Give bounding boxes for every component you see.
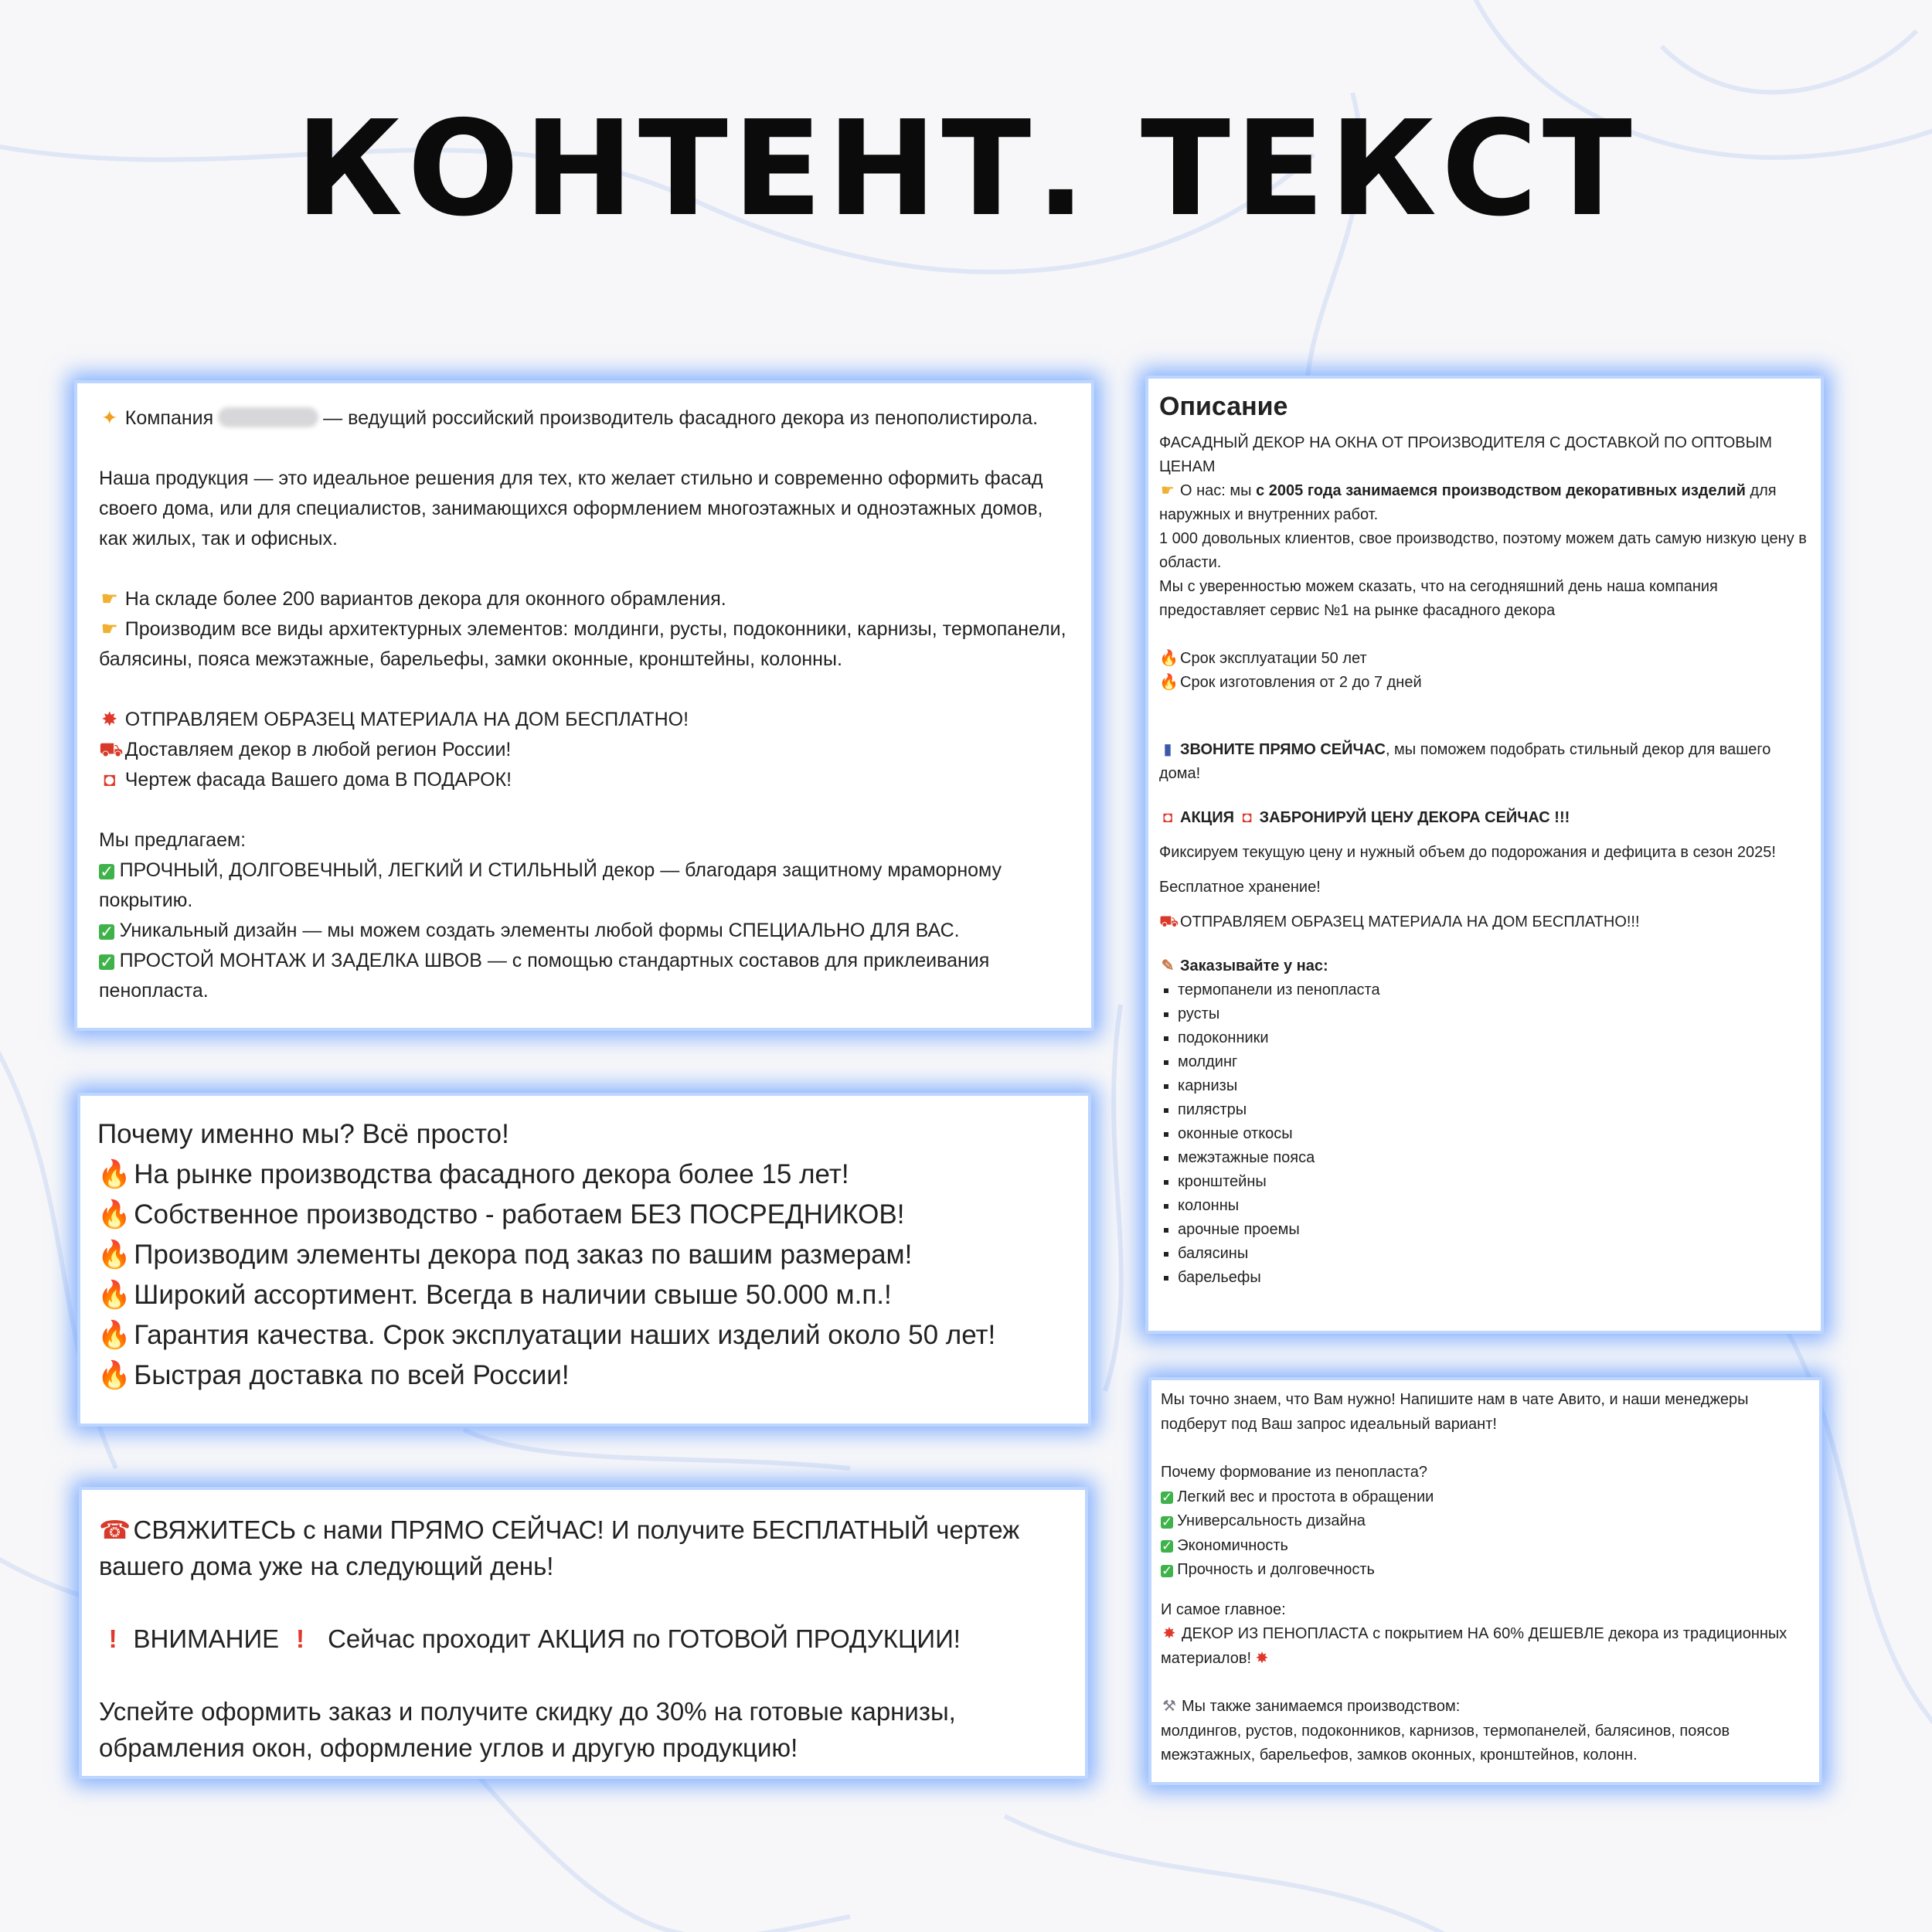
- sample-line: ⛟ОТПРАВЛЯЕМ ОБРАЗЕЦ МАТЕРИАЛА НА ДОМ БЕСПЛАТНО!!!: [1159, 910, 1810, 934]
- gift-icon: ◘: [104, 769, 116, 791]
- why-us-item: 🔥 Гарантия качества. Срок эксплуатации наших изделий около 50 лет!: [97, 1315, 1071, 1355]
- fire-icon: 🔥: [1159, 674, 1179, 691]
- why-us-item: 🔥 Быстрая доставка по всей России!: [97, 1355, 1071, 1396]
- fire-icon: 🔥: [1159, 650, 1179, 667]
- why-us-item: 🔥 На рынке производства фасадного декора более 15 лет!: [97, 1155, 1071, 1195]
- list-item: ▪ пилястры: [1178, 1098, 1810, 1122]
- why-us-item: 🔥 Собственное производство - работаем БЕЗ ПОСРЕДНИКОВ!: [97, 1195, 1071, 1235]
- facade-line: ФАСАДНЫЙ ДЕКОР НА ОКНА ОТ ПРОИЗВОДИТЕЛЯ С ДОСТАВКОЙ ПО ОПТОВЫМ ЦЕНАМ: [1159, 434, 1772, 475]
- list-item: ▪ оконные откосы: [1178, 1122, 1810, 1146]
- check-icon: ✓: [100, 862, 114, 882]
- about-line: ☛ О нас: мы с 2005 года занимаемся производством декоративных изделий для наружных и внутренних работ.: [1159, 479, 1810, 527]
- lifetime-line: 🔥 Срок эксплуатации 50 лет: [1159, 647, 1810, 671]
- offer-item: ✓ ПРОЧНЫЙ, ДОЛГОВЕЧНЫЙ, ЛЕГКИЙ И СТИЛЬНЫЙ декор — благодаря защитному мраморному покрытию.: [99, 859, 1002, 911]
- sample-line: ✸ ОТПРАВЛЯЕМ ОБРАЗЕЦ МАТЕРИАЛА НА ДОМ БЕСПЛАТНО!: [99, 705, 1070, 735]
- memo-icon: ✎: [1161, 957, 1175, 975]
- why-us-item: 🔥 Широкий ассортимент. Всегда в наличии свыше 50.000 м.п.!: [97, 1275, 1071, 1315]
- list-item: ▪ арочные проемы: [1178, 1218, 1810, 1242]
- description-heading: Описание: [1159, 392, 1288, 421]
- fire-icon: 🔥: [97, 1240, 131, 1270]
- main-line: ✸ ДЕКОР ИЗ ПЕНОПЛАСТА с покрытием НА 60% ДЕШЕВЛЕ декора из традиционных материалов! ✸: [1161, 1622, 1810, 1671]
- list-item: ▪ барельефы: [1178, 1266, 1810, 1290]
- advantage-item: ✓ Универсальность дизайна: [1161, 1512, 1366, 1529]
- managers-line: Мы точно знаем, что Вам нужно! Напишите нам в чате Авито, и наши менеджеры подберут под Ваш запрос идеальный вариант!: [1161, 1391, 1749, 1433]
- check-icon: ✓: [1161, 1539, 1173, 1554]
- elements-line: ☛ Производим все виды архитектурных элементов: молдинги, русты, подоконники, карнизы, термопанели, балясины, пояса межэтажные, барельефы, замки оконные, кронштейны, колонны.: [99, 614, 1070, 675]
- discount-line: Успейте оформить заказ и получите скидку до 30% на готовые карнизы, обрамления окон, оформление углов и другую продукцию!: [99, 1697, 956, 1762]
- fire-icon: 🔥: [97, 1360, 131, 1390]
- description-card: [1148, 379, 1821, 1331]
- pointing-hand-icon: ☛: [1161, 482, 1175, 499]
- service-line: Мы с уверенностью можем сказать, что на сегодняшний день наша компания предоставляет сервис №1 на рынке фасадного декора: [1159, 578, 1718, 619]
- why-us-card: [80, 1096, 1088, 1423]
- gift-icon: ◘: [1162, 809, 1173, 826]
- fire-icon: 🔥: [97, 1320, 131, 1350]
- order-heading: ✎ Заказывайте у нас:: [1159, 954, 1810, 978]
- check-icon: ✓: [100, 923, 114, 942]
- why-foam-heading: Почему формование из пенопласта?: [1161, 1464, 1427, 1481]
- list-item: ▪ молдинг: [1178, 1050, 1810, 1074]
- list-item: ▪ колонны: [1178, 1194, 1810, 1218]
- check-icon: ✓: [1161, 1490, 1173, 1505]
- also-heading: ⚒ Мы также занимаемся производством:: [1161, 1695, 1810, 1719]
- list-item: ▪ русты: [1178, 1002, 1810, 1026]
- advantage-item: ✓ Прочность и долговечность: [1161, 1561, 1375, 1578]
- tools-icon: ⚒: [1162, 1698, 1176, 1715]
- burst-icon: ✸: [101, 709, 118, 730]
- burst-icon: ✸: [1162, 1625, 1176, 1642]
- truck-icon: ⛟: [99, 739, 124, 760]
- maple-leaf-icon: ✦: [101, 407, 118, 429]
- promo-line: ◘ АКЦИЯ ◘ ЗАБРОНИРУЙ ЦЕНУ ДЕКОРА СЕЙЧАС !!!: [1159, 806, 1810, 830]
- page-title: КОНТЕНТ. ТЕКСТ: [295, 93, 1637, 246]
- company-description-card: [77, 383, 1091, 1028]
- intro-line: ✦ Компания — ведущий российский производитель фасадного декора из пенополистирола.: [99, 403, 1070, 434]
- fix-price-line: Фиксируем текущую цену и нужный объем до подорожания и дефицита в сезон 2025!: [1159, 844, 1776, 861]
- gift-line: ◘ Чертеж фасада Вашего дома В ПОДАРОК!: [99, 765, 1070, 795]
- gift-icon: ◘: [1242, 809, 1252, 826]
- foam-advantages-card: [1151, 1380, 1819, 1782]
- offer-heading: Мы предлагаем:: [99, 829, 247, 851]
- fire-icon: 🔥: [97, 1280, 131, 1310]
- contact-line: ☎ СВЯЖИТЕСЬ с нами ПРЯМО СЕЙЧАС! И получите БЕСПЛАТНЫЙ чертеж вашего дома уже на следующий день!: [99, 1512, 1068, 1584]
- call-line: ▮ ЗВОНИТЕ ПРЯМО СЕЙЧАС, мы поможем подобрать стильный декор для вашего дома!: [1159, 738, 1810, 786]
- free-storage-line: Бесплатное хранение!: [1159, 879, 1321, 896]
- telephone-icon: ☎: [99, 1515, 131, 1544]
- clients-line: 1 000 довольных клиентов, свое производство, поэтому можем дать самую низкую цену в области.: [1159, 530, 1807, 571]
- offer-item: ✓ Уникальный дизайн — мы можем создать элементы любой формы СПЕЦИАЛЬНО ДЛЯ ВАС.: [100, 920, 960, 942]
- also-list: молдингов, рустов, подоконников, карнизов, термопанелей, балясинов, поясов межэтажных, барельефов, замков оконных, кронштейнов, колонн.: [1161, 1722, 1730, 1764]
- advantage-item: ✓ Легкий вес и простота в обращении: [1161, 1488, 1434, 1505]
- attention-line: ! ВНИМАНИЕ ! Сейчас проходит АКЦИЯ по ГОТОВОЙ ПРОДУКЦИИ!: [99, 1621, 1068, 1657]
- products-paragraph: Наша продукция — это идеальное решения для тех, кто желает стильно и современно оформить фасад своего дома, или для специалистов, занимающихся оформлением многоэтажных и одноэтажных домов, как жилых, так и офисных.: [99, 468, 1043, 549]
- why-us-heading: Почему именно мы? Всё просто!: [97, 1119, 509, 1149]
- check-icon: ✓: [100, 953, 114, 972]
- exclamation-icon: !: [295, 1624, 304, 1653]
- list-item: ▪ термопанели из пенопласта: [1178, 978, 1810, 1002]
- production-time-line: 🔥 Срок изготовления от 2 до 7 дней: [1159, 671, 1810, 695]
- contact-card: [82, 1490, 1085, 1776]
- stock-line: ☛ На складе более 200 вариантов декора для оконного обрамления.: [99, 584, 1070, 614]
- list-item: ▪ межэтажные пояса: [1178, 1146, 1810, 1170]
- burst-icon: ✸: [1255, 1649, 1269, 1667]
- main-heading: И самое главное:: [1161, 1600, 1286, 1618]
- fire-icon: 🔥: [97, 1199, 131, 1230]
- truck-icon: ⛟: [1159, 913, 1179, 930]
- list-item: ▪ карнизы: [1178, 1074, 1810, 1098]
- order-list: [1159, 978, 1810, 1290]
- phone-icon: ▮: [1163, 741, 1172, 758]
- fire-icon: 🔥: [97, 1159, 131, 1189]
- check-icon: ✓: [1161, 1514, 1173, 1529]
- list-item: ▪ балясины: [1178, 1242, 1810, 1266]
- pointing-hand-icon: ☛: [100, 618, 118, 640]
- offer-item: ✓ ПРОСТОЙ МОНТАЖ И ЗАДЕЛКА ШВОВ — с помощью стандартных составов для приклеивания пенопласта.: [99, 950, 990, 1002]
- check-icon: ✓: [1161, 1563, 1173, 1578]
- exclamation-icon: !: [108, 1624, 117, 1653]
- list-item: ▪ кронштейны: [1178, 1170, 1810, 1194]
- delivery-line: ⛟Доставляем декор в любой регион России!: [99, 735, 1070, 765]
- pointing-hand-icon: ☛: [100, 588, 118, 610]
- why-us-item: 🔥 Производим элементы декора под заказ по вашим размерам!: [97, 1235, 1071, 1275]
- blurred-company-name: [218, 407, 318, 427]
- list-item: ▪ подоконники: [1178, 1026, 1810, 1050]
- advantage-item: ✓ Экономичность: [1161, 1536, 1288, 1554]
